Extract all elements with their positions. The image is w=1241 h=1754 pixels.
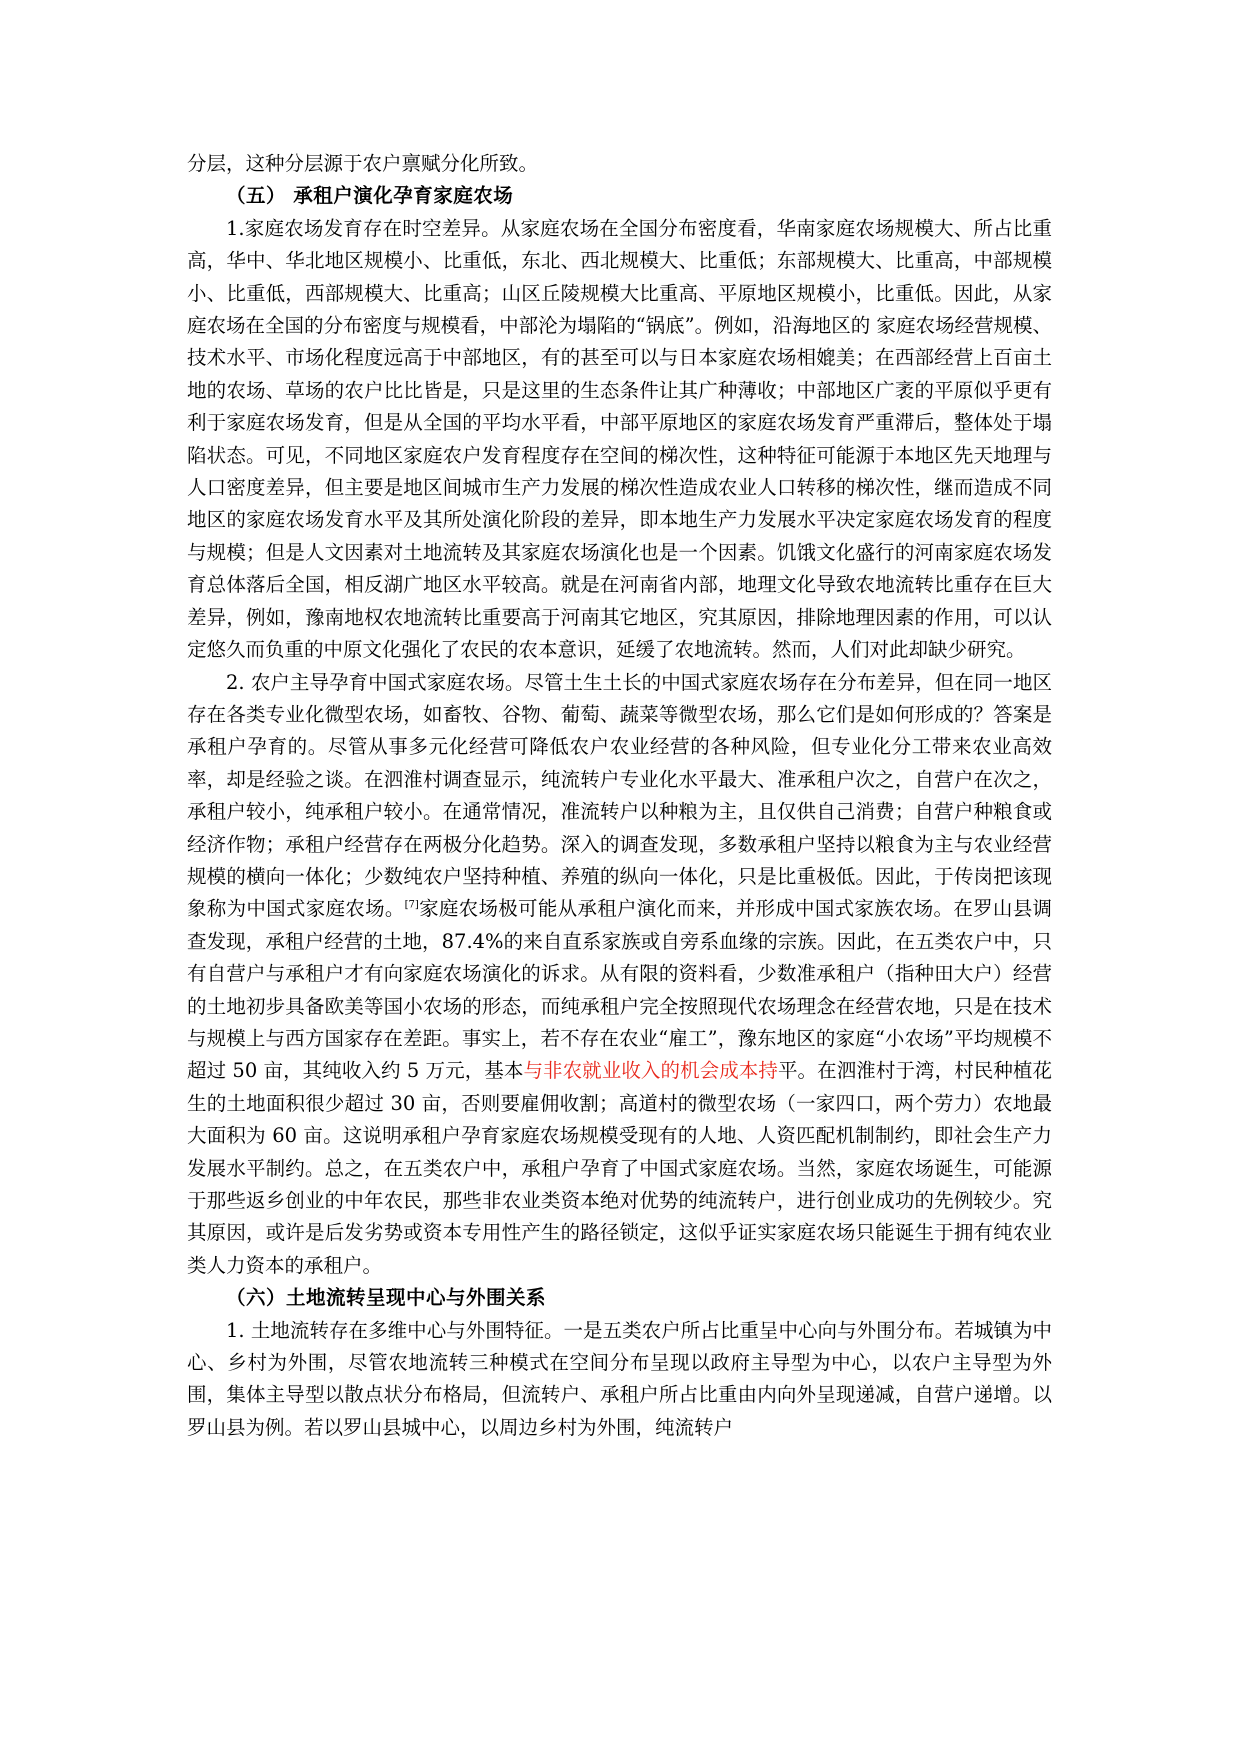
- paragraph-text-segment: 2. 农户主导孕育中国式家庭农场。尽管土生土长的中国式家庭农场存在分布差异，但在同一地区存在各类专业化微型农场，如畜牧、谷物、葡萄、蔬菜等微型农场，那么它们是如何形成的？答案是承租户孕育的。尽管从事多元化经营可降低农户农业经营的各种风险，但专业化分工带来农业高效率，却是经验之谈。在泗淮村调查显示，纯流转户专业化水平最大、准承租户次之，自营户在次之，承租户较小，纯承租户较小。在通常情况，准流转户以种粮为主，且仅供自己消费；自营户种粮食或经济作物；承租户经营存在两极分化趋势。深入的调查发现，多数承租户坚持以粮食为主与农业经营规模的横向一体化；少数纯农户坚持种植、养殖的纵向一体化，只是比重极低。因此，于传岗把该现象称为中国式家庭农场。: [187, 670, 1052, 921]
- paragraph-tenant-led-farms: [187, 667, 1052, 1283]
- section-heading-6: （六）土地流转呈现中心与外围关系: [226, 1286, 547, 1310]
- document-page: [187, 148, 1052, 1444]
- paragraph-family-farm-differences: 1.家庭农场发育存在时空差异。从家庭农场在全国分布密度看，华南家庭农场规模大、所占比重高，华中、华北地区规模小、比重低，东北、西北规模大、比重低；东部规模大、比重高，中部规模小、比重低，西部规模大、比重高；山区丘陵规模大比重高、平原地区规模小，比重低。因此，从家庭农场在全国的分布密度与规模看，中部沦为塌陷的“锅底”。例如，沿海地区的 家庭农场经营规模、技术水平、市场化程度远高于中部地区，有的甚至可以与日本家庭农场相媲美；在西部经营上百亩土地的农场、草场的农户比比皆是，只是这里的生态条件让其广种薄收；中部地区广袤的平原似乎更有利于家庭农场发育，但是从全国的平均水平看，中部平原地区的家庭农场发育严重滞后，整体处于塌陷状态。可见，不同地区家庭农户发育程度存在空间的梯次性，这种特征可能源于本地区先天地理与人口密度差异，但主要是地区间城市生产力发展的梯次性造成农业人口转移的梯次性，继而造成不同地区的家庭农场发育水平及其所处演化阶段的差异，即本地生产力发展水平决定家庭农场发育的程度与规模；但是人文因素对土地流转及其家庭农场演化也是一个因素。饥饿文化盛行的河南家庭农场发育总体落后全国，相反湖广地区水平较高。就是在河南省内部，地理文化导致农地流转比重存在巨大差异，例如，豫南地权农地流转比重要高于河南其它地区，究其原因，排除地理因素的作用，可以认定悠久而负重的中原文化强化了农民的农本意识，延缓了农地流转。然而，人们对此却缺少研究。: [187, 216, 1052, 662]
- paragraph-center-periphery: 1. 土地流转存在多维中心与外围特征。一是五类农户所占比重呈中心向与外围分布。若城镇为中心、乡村为外围，尽管农地流转三种模式在空间分布呈现以政府主导型为中心，以农户主导型为外围，集体主导型以散点状分布格局，但流转户、承租户所占比重由内向外呈现递减，自营户递增。以罗山县为例。若以罗山县城中心，以周边乡村为外围，纯流转户: [187, 1318, 1052, 1439]
- paragraph-text-segment: 平。在泗淮村于湾，村民种植花生的土地面积很少超过 30 亩，否则要雇佣收割；高道村的微型农场（一家四口，两个劳力）农地最大面积为 60 亩。这说明承租户孕育家庭农场规模受现有的人地、人资匹配机制制约，即社会生产力发展水平制约。总之，在五类农户中，承租户孕育了中国式家庭农场。当然，家庭农场诞生，可能源于那些返乡创业的中年农民，那些非农业类资本绝对优势的纯流转户，进行创业成功的先例较少。究其原因，或许是后发劣势或资本专用性产生的路径锁定，这似乎证实家庭农场只能诞生于拥有纯农业类人力资本的承租户。: [187, 1059, 1052, 1277]
- highlighted-text: 与非农就业收入的机会成本持: [523, 1059, 778, 1083]
- section-heading-5: （五） 承租户演化孕育家庭农场: [226, 184, 514, 208]
- reference-mark: [7]: [404, 899, 419, 911]
- intro-paragraph: 分层，这种分层源于农户禀赋分化所致。: [187, 152, 539, 175]
- paragraph-text-segment: 家庭农场极可能从承租户演化而来，并形成中国式家族农场。在罗山县调查发现，承租户经营的土地，87.4%的来自直系家族或自旁系血缘的宗族。因此，在五类农户中，只有自营户与承租户才有向家庭农场演化的诉求。从有限的资料看，少数准承租户（指种田大户）经营的土地初步具备欧美等国小农场的形态，而纯承租户完全按照现代农场理念在经营农地，只是在技术与规模上与西方国家存在差距。事实上，若不存在农业“雇工”，豫东地区的家庭“小农场”平均规模不超过 50 亩，其纯收入约 5 万元，基本: [187, 897, 1052, 1083]
